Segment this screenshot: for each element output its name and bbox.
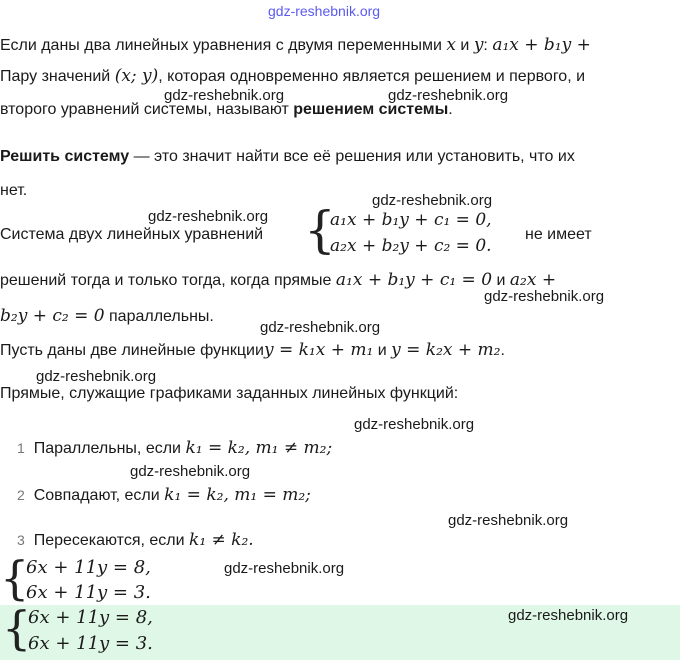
watermark: gdz-reshebnik.org	[484, 288, 605, 305]
watermark: gdz-reshebnik.org	[508, 607, 629, 624]
system-statement-end: не имеет	[525, 226, 592, 243]
graphs-intro: Прямые, служащие графиками заданных линейных функций:	[0, 385, 459, 402]
watermark: gdz-reshebnik.org	[36, 368, 157, 385]
list-item: 3 Пересекаются, если k₁ ≠ k₂.	[17, 530, 254, 550]
system-2-eq-1: 6x + 11y = 8,	[28, 607, 153, 628]
list-item: 1 Параллельны, если k₁ = k₂, m₁ ≠ m₂;	[17, 438, 333, 458]
watermark: gdz-reshebnik.org	[354, 416, 475, 433]
system-1-eq-1: 6x + 11y = 8,	[26, 557, 151, 578]
watermark: gdz-reshebnik.org	[148, 208, 269, 225]
system-1-brace: {	[0, 551, 30, 605]
definition-line-3: второго уравнений системы, называют решением системы.	[0, 101, 453, 118]
definition-line-1: Если даны два линейных уравнения с двумя переменными x и y: a₁x + b₁y +	[0, 35, 591, 55]
system-statement: Система двух линейных уравнений	[0, 226, 264, 243]
list-item: 2 Совпадают, если k₁ = k₂, m₁ = m₂;	[17, 485, 311, 505]
system-1-eq-2: 6x + 11y = 3.	[26, 582, 151, 603]
system-eq-2: a₂x + b₂y + c₂ = 0.	[330, 236, 492, 256]
system-2-eq-2: 6x + 11y = 3.	[28, 633, 153, 654]
parallel-lines-line-2: b₂y + c₂ = 0 параллельны.	[0, 306, 214, 326]
watermark: gdz-reshebnik.org	[130, 463, 251, 480]
system-eq-1: a₁x + b₁y + c₁ = 0,	[330, 210, 492, 230]
system-brace: {	[304, 201, 336, 259]
definition-line-2: Пару значений (x; y), которая одновременно является решением и первого, и	[0, 66, 586, 86]
watermark: gdz-reshebnik.org	[224, 560, 345, 577]
linear-functions: Пусть даны две линейные функцииy = k₁x + m₁ и y = k₂x + m₂.	[0, 340, 505, 360]
solve-definition-end: нет.	[0, 182, 28, 199]
solve-definition: Решить систему — это значит найти все её решения или установить, что их	[0, 148, 575, 165]
watermark: gdz-reshebnik.org	[448, 512, 569, 529]
watermark: gdz-reshebnik.org	[388, 87, 509, 104]
watermark-top: gdz-reshebnik.org	[268, 3, 381, 19]
system-2-brace: {	[2, 601, 32, 655]
watermark: gdz-reshebnik.org	[164, 87, 285, 104]
watermark: gdz-reshebnik.org	[372, 192, 493, 209]
parallel-lines-line-1: решений тогда и только тогда, когда прямые a₁x + b₁y + c₁ = 0 и a₂x +	[0, 270, 557, 290]
watermark: gdz-reshebnik.org	[260, 319, 381, 336]
